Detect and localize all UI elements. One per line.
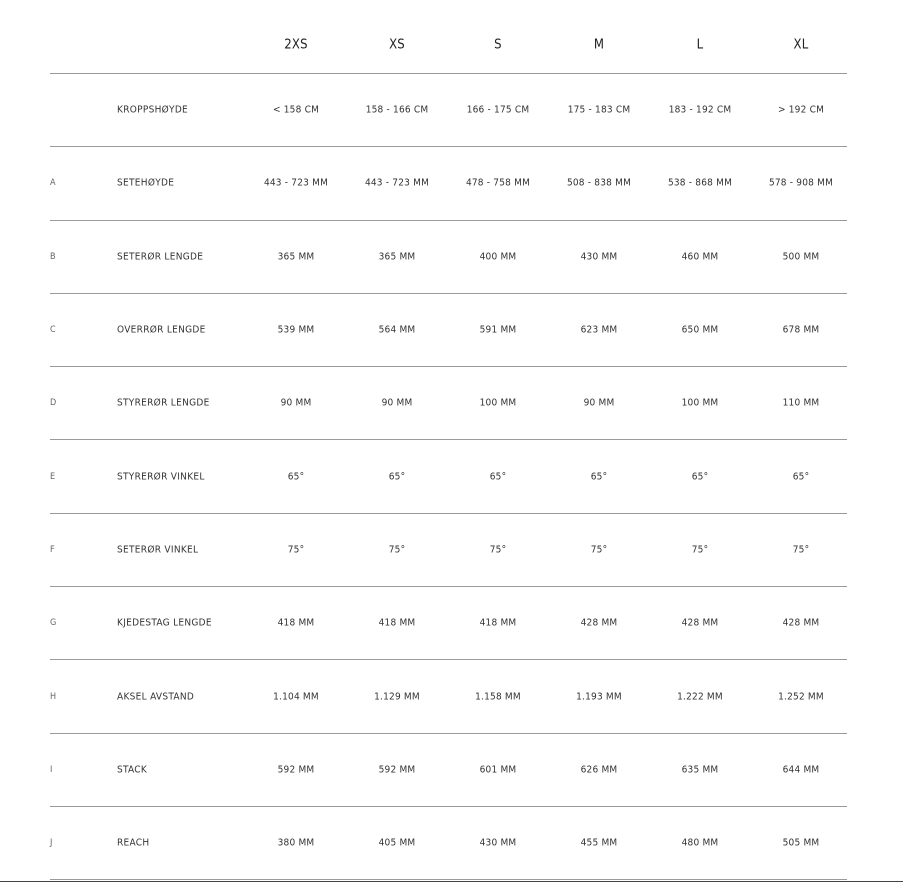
table-cell: 478 - 758 MM: [465, 177, 531, 189]
table-row: [50, 807, 847, 880]
table-cell: 626 MM: [580, 764, 618, 776]
size-header-m: M: [593, 37, 605, 53]
table-cell: 1.222 MM: [677, 691, 723, 703]
table-cell: 500 MM: [782, 251, 820, 263]
table-cell: 592 MM: [378, 764, 416, 776]
table-cell: 455 MM: [580, 837, 618, 849]
size-header-xl: XL: [793, 37, 809, 53]
table-cell: 650 MM: [681, 324, 719, 336]
row-label: SETERØR LENGDE: [117, 251, 204, 263]
row-label: AKSEL AVSTAND: [117, 691, 195, 703]
size-header-row: [50, 0, 847, 74]
table-row: [50, 74, 847, 147]
table-cell: 578 - 908 MM: [768, 177, 834, 189]
row-letter: F: [50, 544, 55, 555]
table-cell: 538 - 868 MM: [667, 177, 733, 189]
table-cell: 601 MM: [479, 764, 517, 776]
table-cell: 65°: [792, 471, 810, 483]
table-cell: 418 MM: [277, 617, 315, 629]
row-label: KROPPSHØYDE: [117, 104, 189, 116]
row-letter: G: [50, 618, 57, 629]
table-cell: 430 MM: [580, 251, 618, 263]
table-cell: 1.129 MM: [374, 691, 420, 703]
table-cell: 1.193 MM: [576, 691, 622, 703]
row-letter: E: [50, 471, 56, 482]
table-cell: 678 MM: [782, 324, 820, 336]
table-cell: 443 - 723 MM: [364, 177, 430, 189]
table-row: [50, 367, 847, 440]
table-row: [50, 221, 847, 294]
table-row: [50, 147, 847, 220]
size-header-xs: XS: [389, 37, 405, 53]
table-cell: 65°: [388, 471, 406, 483]
table-row: [50, 514, 847, 587]
row-letter: A: [50, 178, 56, 189]
table-cell: 75°: [792, 544, 810, 556]
table-cell: 1.104 MM: [273, 691, 319, 703]
table-cell: 443 - 723 MM: [263, 177, 329, 189]
table-cell: 1.158 MM: [475, 691, 521, 703]
row-label: KJEDESTAG LENGDE: [117, 617, 212, 629]
table-cell: 564 MM: [378, 324, 416, 336]
table-cell: 75°: [691, 544, 709, 556]
table-cell: 90 MM: [583, 397, 615, 409]
table-cell: 418 MM: [479, 617, 517, 629]
table-cell: 1.252 MM: [778, 691, 824, 703]
table-cell: 90 MM: [381, 397, 413, 409]
table-cell: 65°: [691, 471, 709, 483]
table-cell: 380 MM: [277, 837, 315, 849]
table-row: [50, 660, 847, 733]
table-cell: 644 MM: [782, 764, 820, 776]
table-cell: 635 MM: [681, 764, 719, 776]
table-cell: 400 MM: [479, 251, 517, 263]
row-label: SETEHØYDE: [117, 177, 175, 189]
table-cell: 100 MM: [479, 397, 517, 409]
table-cell: 75°: [489, 544, 507, 556]
size-header-l: L: [696, 37, 704, 53]
table-cell: 460 MM: [681, 251, 719, 263]
row-letter: B: [50, 251, 56, 262]
table-cell: 418 MM: [378, 617, 416, 629]
row-label: STACK: [117, 764, 148, 776]
table-row: [50, 294, 847, 367]
table-body: [50, 74, 847, 880]
table-cell: 65°: [590, 471, 608, 483]
table-cell: 65°: [287, 471, 305, 483]
table-row: [50, 440, 847, 513]
table-cell: 75°: [388, 544, 406, 556]
table-cell: 623 MM: [580, 324, 618, 336]
table-cell: 591 MM: [479, 324, 517, 336]
table-cell: 166 - 175 CM: [466, 104, 530, 116]
table-cell: 65°: [489, 471, 507, 483]
table-cell: 75°: [287, 544, 305, 556]
table-cell: 505 MM: [782, 837, 820, 849]
row-label: STYRERØR LENGDE: [117, 397, 210, 409]
bottom-divider: [0, 881, 903, 882]
table-cell: 539 MM: [277, 324, 315, 336]
table-cell: 365 MM: [378, 251, 416, 263]
table-cell: 592 MM: [277, 764, 315, 776]
row-label: OVERRØR LENGDE: [117, 324, 206, 336]
row-letter: H: [50, 691, 57, 702]
table-cell: 405 MM: [378, 837, 416, 849]
table-cell: 365 MM: [277, 251, 315, 263]
size-header-s: S: [494, 37, 502, 53]
table-cell: > 192 CM: [777, 104, 825, 116]
row-letter: J: [50, 838, 53, 849]
table-cell: 158 - 166 CM: [365, 104, 429, 116]
row-letter: I: [50, 764, 53, 775]
row-label: STYRERØR VINKEL: [117, 471, 205, 483]
table-cell: 430 MM: [479, 837, 517, 849]
table-cell: 428 MM: [782, 617, 820, 629]
size-header-2xs: 2XS: [284, 37, 308, 53]
table-cell: 90 MM: [280, 397, 312, 409]
table-cell: 508 - 838 MM: [566, 177, 632, 189]
table-cell: 110 MM: [782, 397, 820, 409]
row-letter: D: [50, 398, 57, 409]
table-cell: 428 MM: [580, 617, 618, 629]
row-label: SETERØR VINKEL: [117, 544, 199, 556]
row-label: REACH: [117, 837, 150, 849]
table-cell: 100 MM: [681, 397, 719, 409]
table-cell: 480 MM: [681, 837, 719, 849]
table-cell: 75°: [590, 544, 608, 556]
table-cell: 175 - 183 CM: [567, 104, 631, 116]
table-cell: 428 MM: [681, 617, 719, 629]
table-row: [50, 734, 847, 807]
geometry-size-table: [50, 0, 847, 880]
table-cell: < 158 CM: [272, 104, 320, 116]
table-cell: 183 - 192 CM: [668, 104, 732, 116]
row-letter: C: [50, 325, 56, 336]
table-row: [50, 587, 847, 660]
